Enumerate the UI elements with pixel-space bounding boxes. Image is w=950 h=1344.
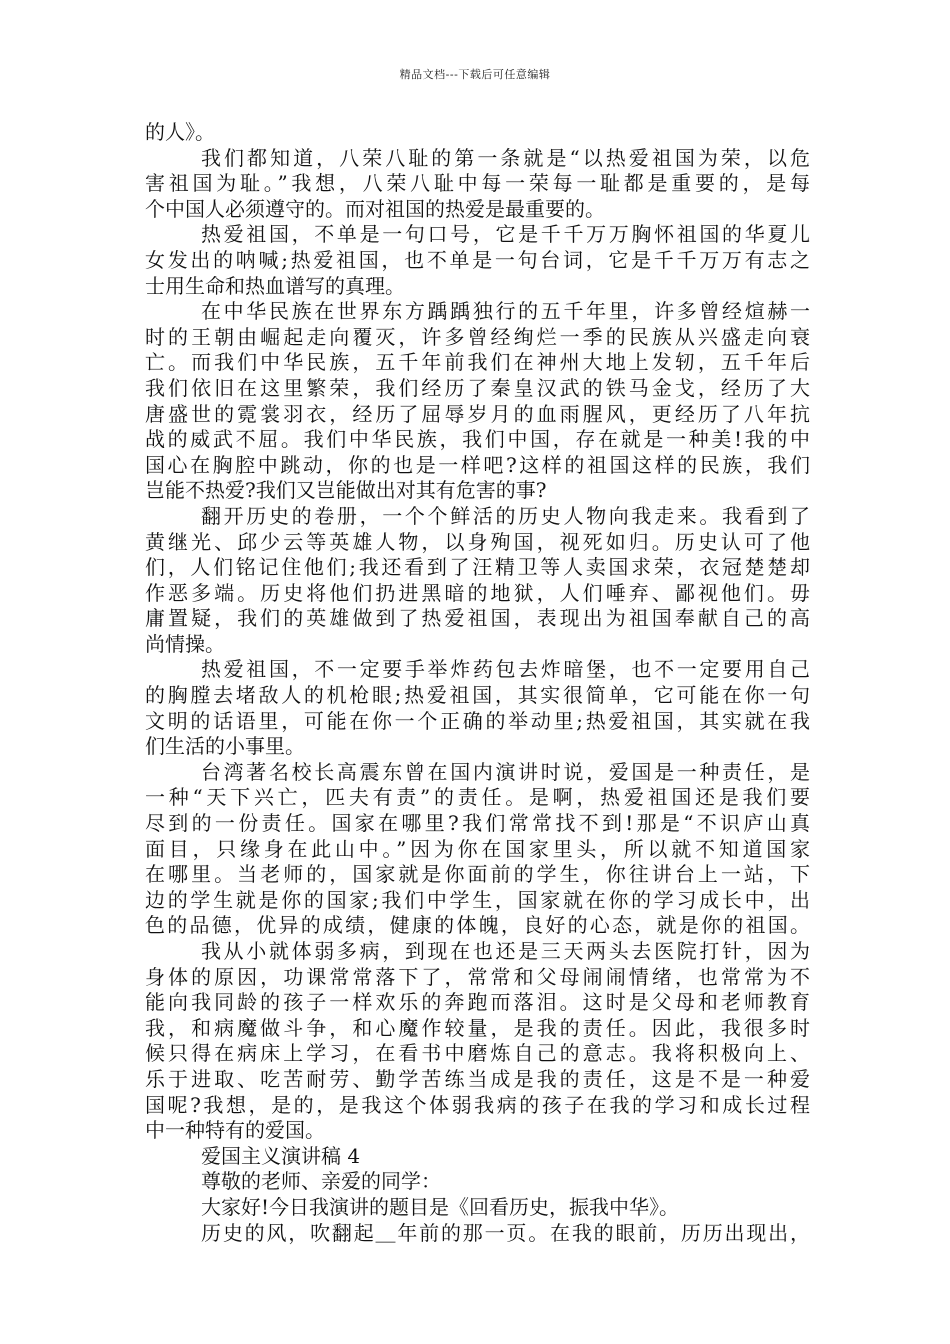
text-line: 翻开历史的卷册，一个个鲜活的历史人物向我走来。我看到了: [201, 503, 810, 528]
text-line: 在哪里。当老师的，国家就是你面前的学生，你往讲台上一站，下: [145, 862, 810, 887]
text-line: 战的威武不屈。我们中华民族，我们中国，存在就是一种美!我的中: [145, 427, 810, 452]
text-line: 热爱祖国，不一定要手举炸药包去炸暗堡，也不一定要用自己: [201, 657, 810, 682]
text-line: 岂能不热爱?我们又岂能做出对其有危害的事?: [145, 478, 547, 503]
text-line: 一种“天下兴亡，匹夫有责”的责任。是啊，热爱祖国还是我们要: [145, 785, 810, 810]
text-line: 乐于进取、吃苦耐劳、勤学苦练当成是我的责任，这是不是一种爱: [145, 1066, 810, 1091]
text-line: 大家好!今日我演讲的题目是《回看历史，振我中华》。: [201, 1194, 680, 1219]
text-line: 我们依旧在这里繁荣，我们经历了秦皇汉武的铁马金戈，经历了大: [145, 375, 810, 400]
text-line: 我从小就体弱多病，到现在也还是三天两头去医院打针，因为: [201, 939, 810, 963]
text-line: 候只得在病床上学习，在看书中磨炼自己的意志。我将积极向上、: [145, 1041, 810, 1066]
text-line: 中一种特有的爱国。: [145, 1118, 325, 1143]
text-line: 爱国主义演讲稿 4: [201, 1143, 361, 1168]
text-line: 我，和病魔做斗争，和心魔作较量，是我的责任。因此，我很多时: [145, 1015, 810, 1040]
text-line: 能向我同龄的孩子一样欢乐的奔跑而落泪。这时是父母和老师教育: [145, 990, 810, 1015]
text-line: 尊敬的老师、亲爱的同学：: [201, 1169, 441, 1194]
text-line: 亡。而我们中华民族，五千年前我们在神州大地上发轫，五千年后: [145, 350, 810, 375]
text-line: 色的品德，优异的成绩，健康的体魄，良好的心态，就是你的祖国。: [145, 913, 810, 938]
text-line: 士用生命和热血谱写的真理。: [145, 273, 405, 298]
text-line: 们生活的小事里。: [145, 734, 305, 759]
text-line: 们，人们铭记住他们;我还看到了汪精卫等人卖国求荣，衣冠楚楚却: [145, 555, 810, 580]
text-line: 的胸膛去堵敌人的机枪眼;热爱祖国，其实很简单，它可能在你一句: [145, 683, 810, 708]
text-line: 热爱祖国，不单是一句口号，它是千千万万胸怀祖国的华夏儿: [201, 222, 810, 247]
text-line: 文明的话语里，可能在你一个正确的举动里;热爱祖国，其实就在我: [145, 708, 810, 733]
text-line: 台湾著名校长高震东曾在国内演讲时说，爱国是一种责任，是: [201, 759, 810, 784]
document-body: [145, 120, 810, 1246]
text-line: 面目，只缘身在此山中。”因为你在国家里头，所以就不知道国家: [145, 836, 810, 861]
text-line: 国心在胸腔中跳动，你的也是一样吧?这样的祖国这样的民族，我们: [145, 452, 810, 477]
text-line: 作恶多端。历史将他们扔进黑暗的地狱，人们唾弃、鄙视他们。毋: [145, 580, 810, 605]
text-line: 国呢?我想，是的，是我这个体弱我病的孩子在我的学习和成长过程: [145, 1092, 810, 1117]
text-line: 女发出的呐喊;热爱祖国，也不单是一句台词，它是千千万万有志之: [145, 247, 810, 272]
text-line: 尚情操。: [145, 631, 225, 656]
text-line: 个中国人必须遵守的。而对祖国的热爱是最重要的。: [145, 196, 605, 221]
text-line: 黄继光、邱少云等英雄人物，以身殉国，视死如归。历史认可了他: [145, 529, 810, 554]
text-line: 边的学生就是你的国家;我们中学生，国家就在你的学习成长中，出: [145, 887, 810, 912]
text-line: 身体的原因，功课常常落下了，常常和父母闹闹情绪，也常常为不: [145, 964, 810, 989]
text-line: 唐盛世的霓裳羽衣，经历了屈辱岁月的血雨腥风，更经历了八年抗: [145, 401, 810, 426]
text-line: 的人》。: [145, 120, 215, 144]
text-line: 时的王朝由崛起走向覆灭，许多曾经绚烂一季的民族从兴盛走向衰: [145, 324, 810, 349]
text-line: 我们都知道，八荣八耻的第一条就是“以热爱祖国为荣，以危: [201, 145, 810, 170]
text-line: 庸置疑，我们的英雄做到了热爱祖国，表现出为祖国奉献自己的高: [145, 606, 810, 631]
text-line: 尽到的一份责任。国家在哪里?我们常常找不到!那是“不识庐山真: [145, 811, 810, 836]
text-line: 在中华民族在世界东方踽踽独行的五千年里，许多曾经煊赫一: [201, 299, 810, 324]
text-line: 害祖国为耻。”我想，八荣八耻中每一荣每一耻都是重要的，是每: [145, 171, 810, 196]
text-line: 历史的风，吹翻起＿年前的那一页。在我的眼前，历历出现出，: [201, 1220, 810, 1245]
page-header: 精品文档---下载后可任意编辑: [399, 68, 551, 81]
